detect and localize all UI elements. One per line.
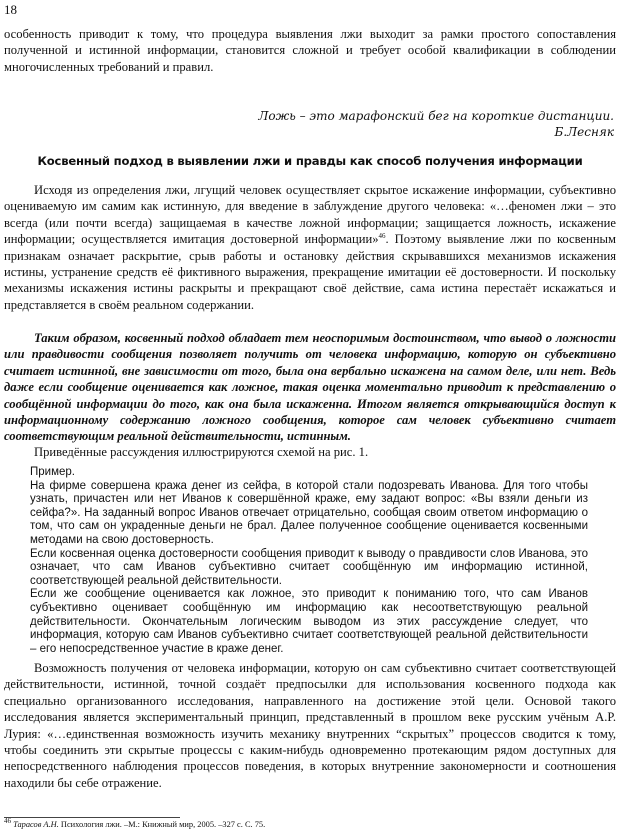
example-paragraph-1: На фирме совершена кража денег из сейфа, в которой стали подозревать Иванова. Для того чтобы узнать, причастен или нет Иванов к совершённой краже, ему задают вопрос: «Вы взяли деньги из сейфа?». На заданный вопрос Иванов отвечает отрицательно, сообщая своим ответом информацию о том, что сам он украденные деньги не брал. Далее полученное сообщение оценивается косвенными методами на свою достоверность. <box>30 479 588 546</box>
paragraph-intro: особенность приводит к тому, что процедура выявления лжи выходит за рамки простого сопоставления полученной и истинной информации, становится сложной и требует особой квалификации в соблюдении многочисленных требований и правил. <box>4 27 616 74</box>
paragraph-figure-ref: Приведённые рассуждения иллюстрируются схемой на рис. 1. <box>34 445 369 459</box>
footnote-author: Тарасов А.Н. <box>13 820 59 829</box>
footnote-reference[interactable]: 46 <box>378 232 386 241</box>
paragraph-definition-text-cont: . Поэтому выявление лжи по косвенным признакам означает раскрытие, срыв работы и остановку действия скрывавшихся механизмов искажения истины, устранение средств её фиктивного выражения, прекращение имитации её достоверности. И поскольку механизмы искажения истины раскрыты и прекращают своё действие, сама истина перестаёт искажаться и представляется в своём реальном содержании. <box>4 232 616 312</box>
example-paragraph-3: Если же сообщение оценивается как ложное, это приводит к пониманию того, что сам Иванов субъективно оценивает сообщённую им информацию как несоответствующую реальной действительности. Окончательным логическим выводом из этих рассуждение следует, что информация, которую сам Иванов субъективно считает соответствующей реальной действительности – его непосредственное участие в краже денег. <box>30 588 588 655</box>
paragraph-definition-text: Исходя из определения лжи, лгущий человек осуществляет скрытое искажение информации, субъективно оцениваемую им самим как истинную, для введение в заблуждение другого человека: «…феномен лжи – это всегда (или почти всегда) защищаемая в качестве ложной информации; защищается ложность, искажение информации; осуществляется имитация достоверной информации» <box>4 183 616 247</box>
paragraph-luria: Возможность получения от человека информации, которую он сам субъективно считает соответствующей действительности, истинной, точной создаёт предпосылки для использования косвенного подхода как специально организованного исследования, направленного на достижение этой цели. Основой такого исследования является экспериментальный принцип, представленный в прошлом веке русским учёным А.Р. Лурия: «…единственная возможность изучить механику внутренних “скрытых” процессов сводится к тому, чтобы соединить эти скрытые процессы с каким-нибудь одновременно протекающим рядом доступных для непосредственного наблюдения процессов поведения, в которых внутренние закономерности и соотношения находили бы себе отражение. <box>4 661 616 790</box>
page-number: 18 <box>4 2 17 17</box>
example-box <box>30 466 588 656</box>
paragraph-definition <box>4 182 616 313</box>
epigraph-quote: Ложь – это марафонский бег на короткие дистанции. <box>258 109 614 123</box>
epigraph-author: Б.Лесняк <box>554 125 614 139</box>
footnote-text: Психология лжи. –М.: Книжный мир, 2005. –327 с. С. 75. <box>58 820 266 829</box>
epigraph <box>258 108 614 140</box>
paragraph-emphasis: Таким образом, косвенный подход обладает тем неоспоримым достоинством, что вывод о ложности или правдивости сообщения позволяет получить от человека информацию, которую он субъективно считает истинной, вне зависимости от того, была она вербально искажена на самом деле, или нет. Ведь даже если сообщение оценивается как ложное, такая оценка моментально приводит к представлению о сообщённой информации до того, как она была искаженна. Итогом является открывающийся доступ к информационному содержанию ложного сообщения, которое сам человек субъективно считает соответствующим реальной действительности, истинным. <box>4 331 616 444</box>
example-label: Пример. <box>30 466 75 478</box>
footnote-number: 46 <box>4 817 11 826</box>
example-paragraph-2: Если косвенная оценка достоверности сообщения приводит к выводу о правдивости слов Иванова, это означает, что сам Иванов субъективно считает сообщённую им информацию истинной, соответствующей реальной действительности. <box>30 547 588 587</box>
section-heading: Косвенный подход в выявлении лжи и правды как способ получения информации <box>37 154 583 168</box>
footnote-divider <box>4 817 180 818</box>
footnote <box>4 817 266 830</box>
